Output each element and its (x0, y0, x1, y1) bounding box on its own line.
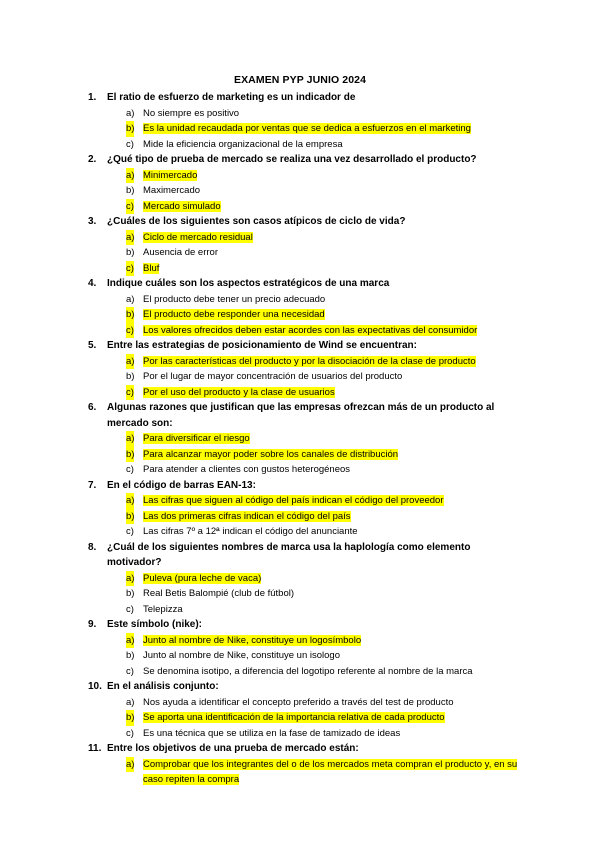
answer-option (0, 664, 600, 680)
question-heading (0, 338, 600, 354)
option-text-highlighted: Ciclo de mercado residual (143, 231, 253, 243)
answer-option (0, 431, 600, 447)
option-letter: a) (126, 696, 135, 708)
question-text: ¿Cuál de los siguientes nombres de marca usa la haplología como elemento motivador? (107, 541, 471, 568)
question-heading (0, 214, 600, 230)
question-item (0, 540, 600, 618)
answer-option (0, 230, 600, 246)
answer-option (0, 354, 600, 370)
answer-option (0, 710, 600, 726)
question-heading (0, 478, 600, 494)
option-text-highlighted: El producto debe responder una necesidad (143, 309, 325, 320)
question-item (0, 214, 600, 276)
answer-option (0, 586, 600, 602)
option-text-highlighted: Para diversificar el riesgo (143, 433, 250, 444)
option-text-highlighted: Bluf (143, 262, 160, 274)
option-text: Mide la eficiencia organizacional de la empresa (143, 138, 343, 150)
question-number: 10. (88, 681, 102, 692)
answer-option (0, 462, 600, 478)
option-letter: a) (126, 431, 134, 447)
question-text: En el análisis conjunto: (107, 681, 219, 692)
option-text-highlighted: Los valores ofrecidos deben estar acordes con las expectativas del consumidor (143, 324, 478, 336)
option-letter: a) (126, 757, 134, 773)
option-letter: b) (126, 447, 134, 463)
question-heading (0, 152, 600, 168)
answer-option (0, 292, 600, 308)
option-letter: b) (126, 185, 135, 196)
option-text-highlighted: Por el uso del producto y la clase de usuarios (143, 386, 335, 398)
option-letter: b) (126, 121, 134, 137)
question-text: Entre las estrategias de posicionamiento de Wind se encuentran: (107, 340, 417, 351)
option-text-highlighted: Para alcanzar mayor poder sobre los canales de distribución (143, 448, 399, 460)
answer-option (0, 183, 600, 199)
option-text: Real Betis Balompié (club de fútbol) (143, 588, 295, 599)
question-text: Indique cuáles son los aspectos estratégicos de una marca (107, 278, 390, 289)
option-letter: c) (126, 464, 134, 475)
answer-option (0, 385, 600, 401)
question-item (0, 617, 600, 679)
question-number: 7. (88, 479, 97, 491)
question-list (0, 90, 600, 788)
question-heading (0, 617, 600, 633)
answer-option (0, 245, 600, 261)
question-text: ¿Cuáles de los siguientes son casos atípicos de ciclo de vida? (107, 216, 406, 227)
option-letter: c) (126, 199, 134, 215)
option-text-highlighted: Por las características del producto y por la disociación de la clase de producto (143, 355, 476, 367)
question-text: Este símbolo (nike): (107, 619, 203, 630)
option-text-highlighted: Es la unidad recaudada por ventas que se dedica a esfuerzos en el marketing (143, 123, 471, 134)
question-text: ¿Qué tipo de prueba de mercado se realiza una vez desarrollado el producto? (107, 154, 477, 165)
answer-option (0, 509, 600, 525)
option-text-highlighted: Se aporta una identificación de la importancia relativa de cada producto (143, 712, 445, 723)
option-letter: a) (126, 571, 134, 587)
option-text: Ausencia de error (143, 247, 218, 258)
option-letter: b) (126, 371, 135, 382)
answer-option (0, 571, 600, 587)
option-text: No siempre es positivo (143, 107, 240, 119)
option-letter: a) (126, 354, 134, 370)
question-number: 6. (88, 402, 97, 413)
option-letter: c) (126, 385, 134, 401)
option-letter: a) (126, 633, 134, 649)
option-letter: a) (126, 230, 134, 246)
option-text: Maximercado (143, 185, 201, 196)
question-item (0, 741, 600, 788)
answer-option (0, 757, 600, 788)
question-heading (0, 400, 600, 431)
option-text: Nos ayuda a identificar el concepto preferido a través del test de producto (143, 696, 454, 708)
option-text: Telepizza (143, 603, 183, 615)
question-item (0, 152, 600, 214)
answer-option (0, 633, 600, 649)
option-text-highlighted: Minimercado (143, 169, 198, 181)
question-heading (0, 679, 600, 695)
option-letter: b) (126, 650, 135, 661)
question-heading (0, 741, 600, 757)
option-letter: a) (126, 168, 134, 184)
question-item (0, 90, 600, 152)
option-text-highlighted: Mercado simulado (143, 200, 221, 212)
answer-option (0, 524, 600, 540)
question-number: 5. (88, 340, 97, 351)
option-text-highlighted: Junto al nombre de Nike, constituye un logosímbolo (143, 634, 362, 646)
question-heading (0, 90, 600, 106)
answer-option (0, 602, 600, 618)
question-heading (0, 540, 600, 571)
question-item (0, 679, 600, 741)
option-letter: c) (126, 603, 134, 615)
option-letter: c) (126, 727, 134, 739)
option-text: Las cifras 7º a 12ª indican el código del anunciante (143, 526, 358, 537)
option-text-highlighted: Puleva (pura leche de vaca) (143, 572, 262, 584)
option-letter: b) (126, 588, 135, 599)
answer-option (0, 307, 600, 323)
question-heading (0, 276, 600, 292)
question-item (0, 400, 600, 478)
question-number: 2. (88, 154, 97, 165)
question-item (0, 276, 600, 338)
option-text: Se denomina isotipo, a diferencia del logotipo referente al nombre de la marca (143, 665, 473, 677)
question-number: 11. (88, 743, 102, 754)
answer-option (0, 726, 600, 742)
option-letter: b) (126, 710, 134, 726)
option-text: El producto debe tener un precio adecuado (143, 293, 326, 305)
question-number: 1. (88, 92, 97, 103)
question-item (0, 338, 600, 400)
question-text: En el código de barras EAN-13: (107, 479, 256, 491)
answer-option (0, 106, 600, 122)
option-letter: c) (126, 665, 134, 677)
answer-option (0, 447, 600, 463)
answer-option (0, 695, 600, 711)
question-text: Algunas razones que justifican que las empresas ofrezcan más de un producto al mercado son: (107, 402, 495, 429)
answer-option (0, 323, 600, 339)
option-letter: c) (126, 138, 134, 150)
option-text: Es una técnica que se utiliza en la fase de tamizado de ideas (143, 727, 401, 739)
question-text: Entre los objetivos de una prueba de mercado están: (107, 743, 359, 754)
option-letter: c) (126, 323, 134, 339)
answer-option (0, 493, 600, 509)
answer-option (0, 121, 600, 137)
option-letter: c) (126, 526, 134, 537)
answer-option (0, 199, 600, 215)
option-text-highlighted: Las cifras que siguen al código del país indican el código del proveedor (143, 495, 444, 506)
answer-option (0, 648, 600, 664)
question-number: 9. (88, 619, 97, 630)
exam-title: EXAMEN PYP JUNIO 2024 (233, 74, 367, 86)
question-item (0, 478, 600, 540)
option-text: Junto al nombre de Nike, constituye un isologo (143, 650, 340, 661)
option-letter: a) (126, 493, 134, 509)
question-number: 4. (88, 278, 97, 289)
option-text-highlighted: Las dos primeras cifras indican el código del país (143, 510, 351, 522)
question-number: 3. (88, 216, 97, 227)
option-text: Por el lugar de mayor concentración de usuarios del producto (143, 371, 403, 382)
option-letter: b) (126, 509, 134, 525)
option-text-highlighted: Comprobar que los integrantes del o de los mercados meta compran el producto y, en su caso repiten la compra (143, 758, 518, 785)
answer-option (0, 137, 600, 153)
answer-option (0, 261, 600, 277)
option-letter: b) (126, 307, 134, 323)
answer-option (0, 369, 600, 385)
question-text: El ratio de esfuerzo de marketing es un indicador de (107, 92, 356, 103)
option-letter: a) (126, 293, 135, 305)
answer-option (0, 168, 600, 184)
option-letter: b) (126, 247, 135, 258)
option-text: Para atender a clientes con gustos heterogéneos (143, 464, 351, 475)
question-number: 8. (88, 541, 97, 553)
option-letter: a) (126, 107, 135, 119)
option-letter: c) (126, 261, 134, 277)
